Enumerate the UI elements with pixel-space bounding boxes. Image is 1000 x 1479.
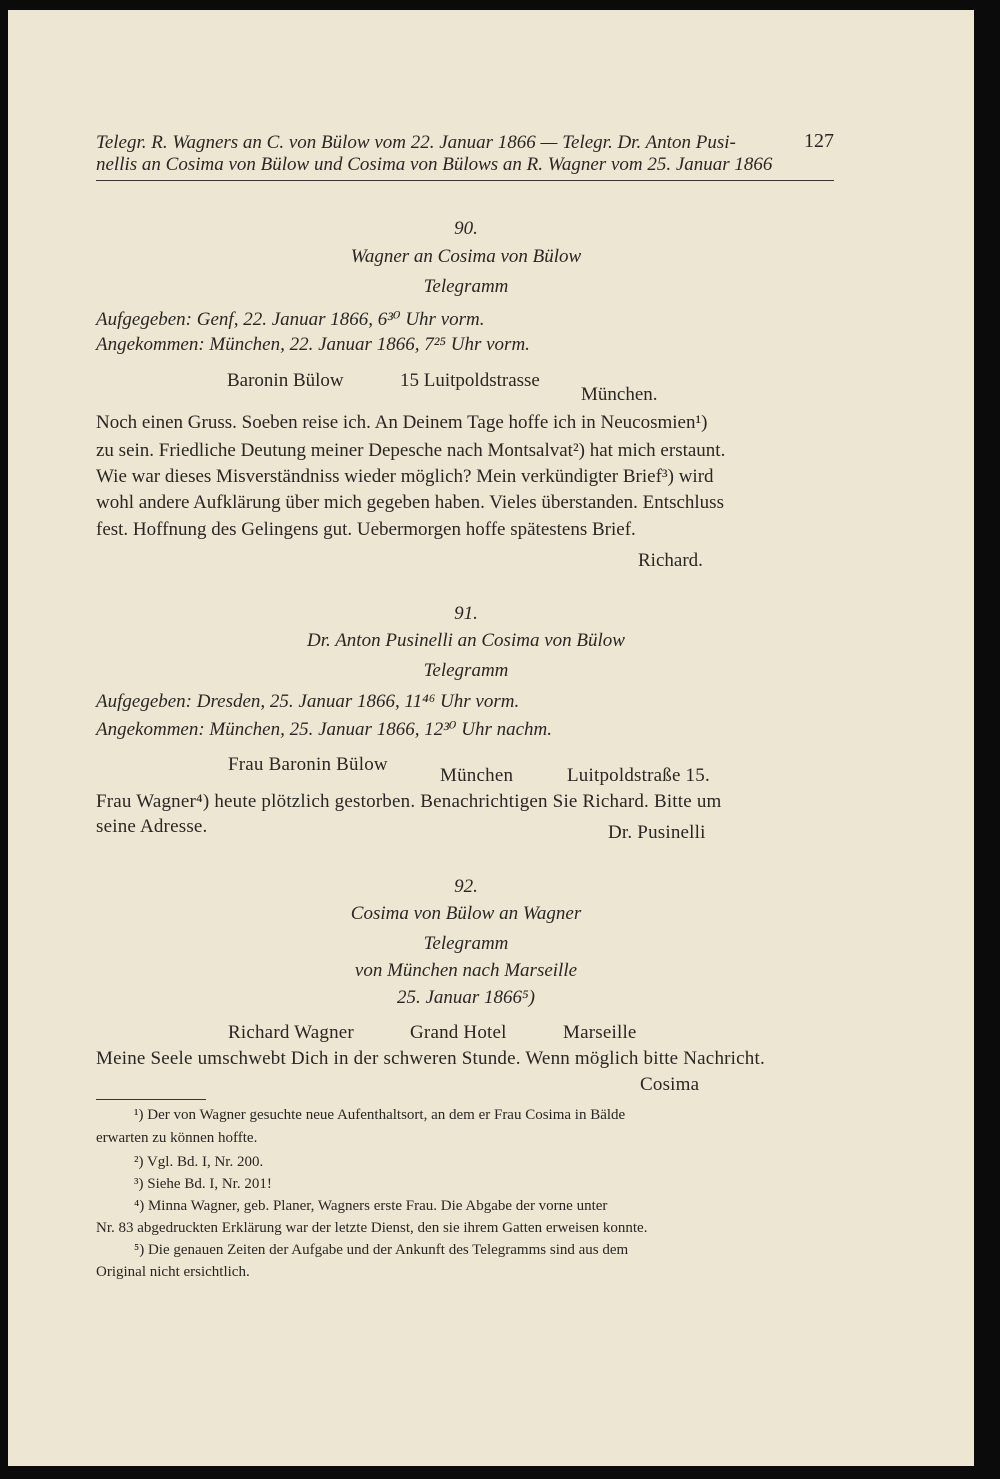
scan-border-left [0, 0, 8, 1479]
entry-92-body-line: Meine Seele umschwebt Dich in der schweren Stunde. Wenn möglich bitte Nachricht. [96, 1048, 765, 1069]
entry-91-address-street: Luitpoldstraße 15. [567, 765, 710, 786]
footnote-4-continued: Nr. 83 abgedruckten Erklärung war der letzte Dienst, den sie ihrem Gatten erweisen konnte. [96, 1220, 648, 1236]
running-header-line-1: Telegr. R. Wagners an C. von Bülow vom 22. Januar 1866 — Telegr. Dr. Anton Pusi- [96, 132, 736, 153]
footnote-4: ⁴) Minna Wagner, geb. Planer, Wagners erste Frau. Die Abgabe der vorne unter [134, 1198, 608, 1214]
entry-90-body-line: Wie war dieses Misverständniss wieder möglich? Mein verkündigter Brief³) wird [96, 466, 714, 487]
entry-92-address-hotel: Grand Hotel [410, 1022, 507, 1043]
entry-92-address-city: Marseille [563, 1022, 637, 1043]
entry-90-body-line: wohl andere Aufklärung über mich gegeben haben. Vieles überstanden. Entschluss [96, 492, 724, 513]
running-header-line-2: nellis an Cosima von Bülow und Cosima von Bülows an R. Wagner vom 25. Januar 1866 [96, 154, 773, 175]
entry-90-number: 90. [454, 218, 478, 239]
entry-90-body-line: Noch einen Gruss. Soeben reise ich. An Deinem Tage hoffe ich in Neucosmien¹) [96, 412, 708, 433]
entry-90-body-line: fest. Hoffnung des Gelingens gut. Uebermorgen hoffe spätestens Brief. [96, 519, 636, 540]
footnote-5-continued: Original nicht ersichtlich. [96, 1264, 250, 1280]
footnote-3: ³) Siehe Bd. I, Nr. 201! [134, 1176, 272, 1192]
entry-91-type: Telegramm [423, 660, 509, 681]
entry-92-signature: Cosima [640, 1074, 700, 1095]
footnote-1: ¹) Der von Wagner gesuchte neue Aufenthaltsort, an dem er Frau Cosima in Bälde [134, 1107, 626, 1123]
scan-border-bottom [0, 1466, 974, 1479]
entry-90-sent: Aufgegeben: Genf, 22. Januar 1866, 6³⁰ Uhr vorm. [96, 309, 485, 330]
entry-91-body-line: Frau Wagner⁴) heute plötzlich gestorben. Benachrichtigen Sie Richard. Bitte um [96, 791, 722, 812]
footnote-rule [96, 1099, 206, 1100]
entry-91-title: Dr. Anton Pusinelli an Cosima von Bülow [307, 630, 625, 651]
entry-90-title: Wagner an Cosima von Bülow [350, 246, 582, 267]
footnote-2: ²) Vgl. Bd. I, Nr. 200. [134, 1154, 264, 1170]
entry-91-signature: Dr. Pusinelli [608, 822, 706, 843]
page-number: 127 [804, 130, 834, 152]
entry-91-address-city: München [440, 765, 514, 786]
header-rule [96, 180, 834, 181]
entry-90-address-street: 15 Luitpoldstrasse [400, 370, 540, 391]
entry-92-date: 25. Januar 1866⁵) [396, 987, 535, 1008]
entry-91-number: 91. [454, 603, 478, 624]
entry-92-title: Cosima von Bülow an Wagner [350, 903, 582, 924]
entry-90-signature: Richard. [638, 550, 703, 571]
entry-91-sent: Aufgegeben: Dresden, 25. Januar 1866, 11⁴⁶ Uhr vorm. [96, 691, 520, 712]
entry-90-address-name: Baronin Bülow [227, 370, 344, 391]
entry-92-route: von München nach Marseille [354, 960, 578, 981]
footnote-1-continued: erwarten zu können hoffte. [96, 1130, 258, 1146]
entry-91-address-name: Frau Baronin Bülow [228, 754, 388, 775]
entry-92-address-name: Richard Wagner [228, 1022, 354, 1043]
entry-92-number: 92. [454, 876, 478, 897]
scan-border-top [0, 0, 974, 10]
entry-90-address-city: München. [581, 384, 658, 405]
entry-90-received: Angekommen: München, 22. Januar 1866, 7²⁵ Uhr vorm. [96, 334, 530, 355]
entry-91-received: Angekommen: München, 25. Januar 1866, 12³⁰ Uhr nachm. [96, 719, 553, 740]
entry-90-type: Telegramm [423, 276, 509, 297]
entry-92-type: Telegramm [423, 933, 509, 954]
footnote-5: ⁵) Die genauen Zeiten der Aufgabe und der Ankunft des Telegramms sind aus dem [134, 1242, 629, 1258]
entry-91-body-line: seine Adresse. [96, 816, 208, 837]
entry-90-body-line: zu sein. Friedliche Deutung meiner Depesche nach Montsalvat²) hat mich erstaunt. [96, 440, 726, 461]
